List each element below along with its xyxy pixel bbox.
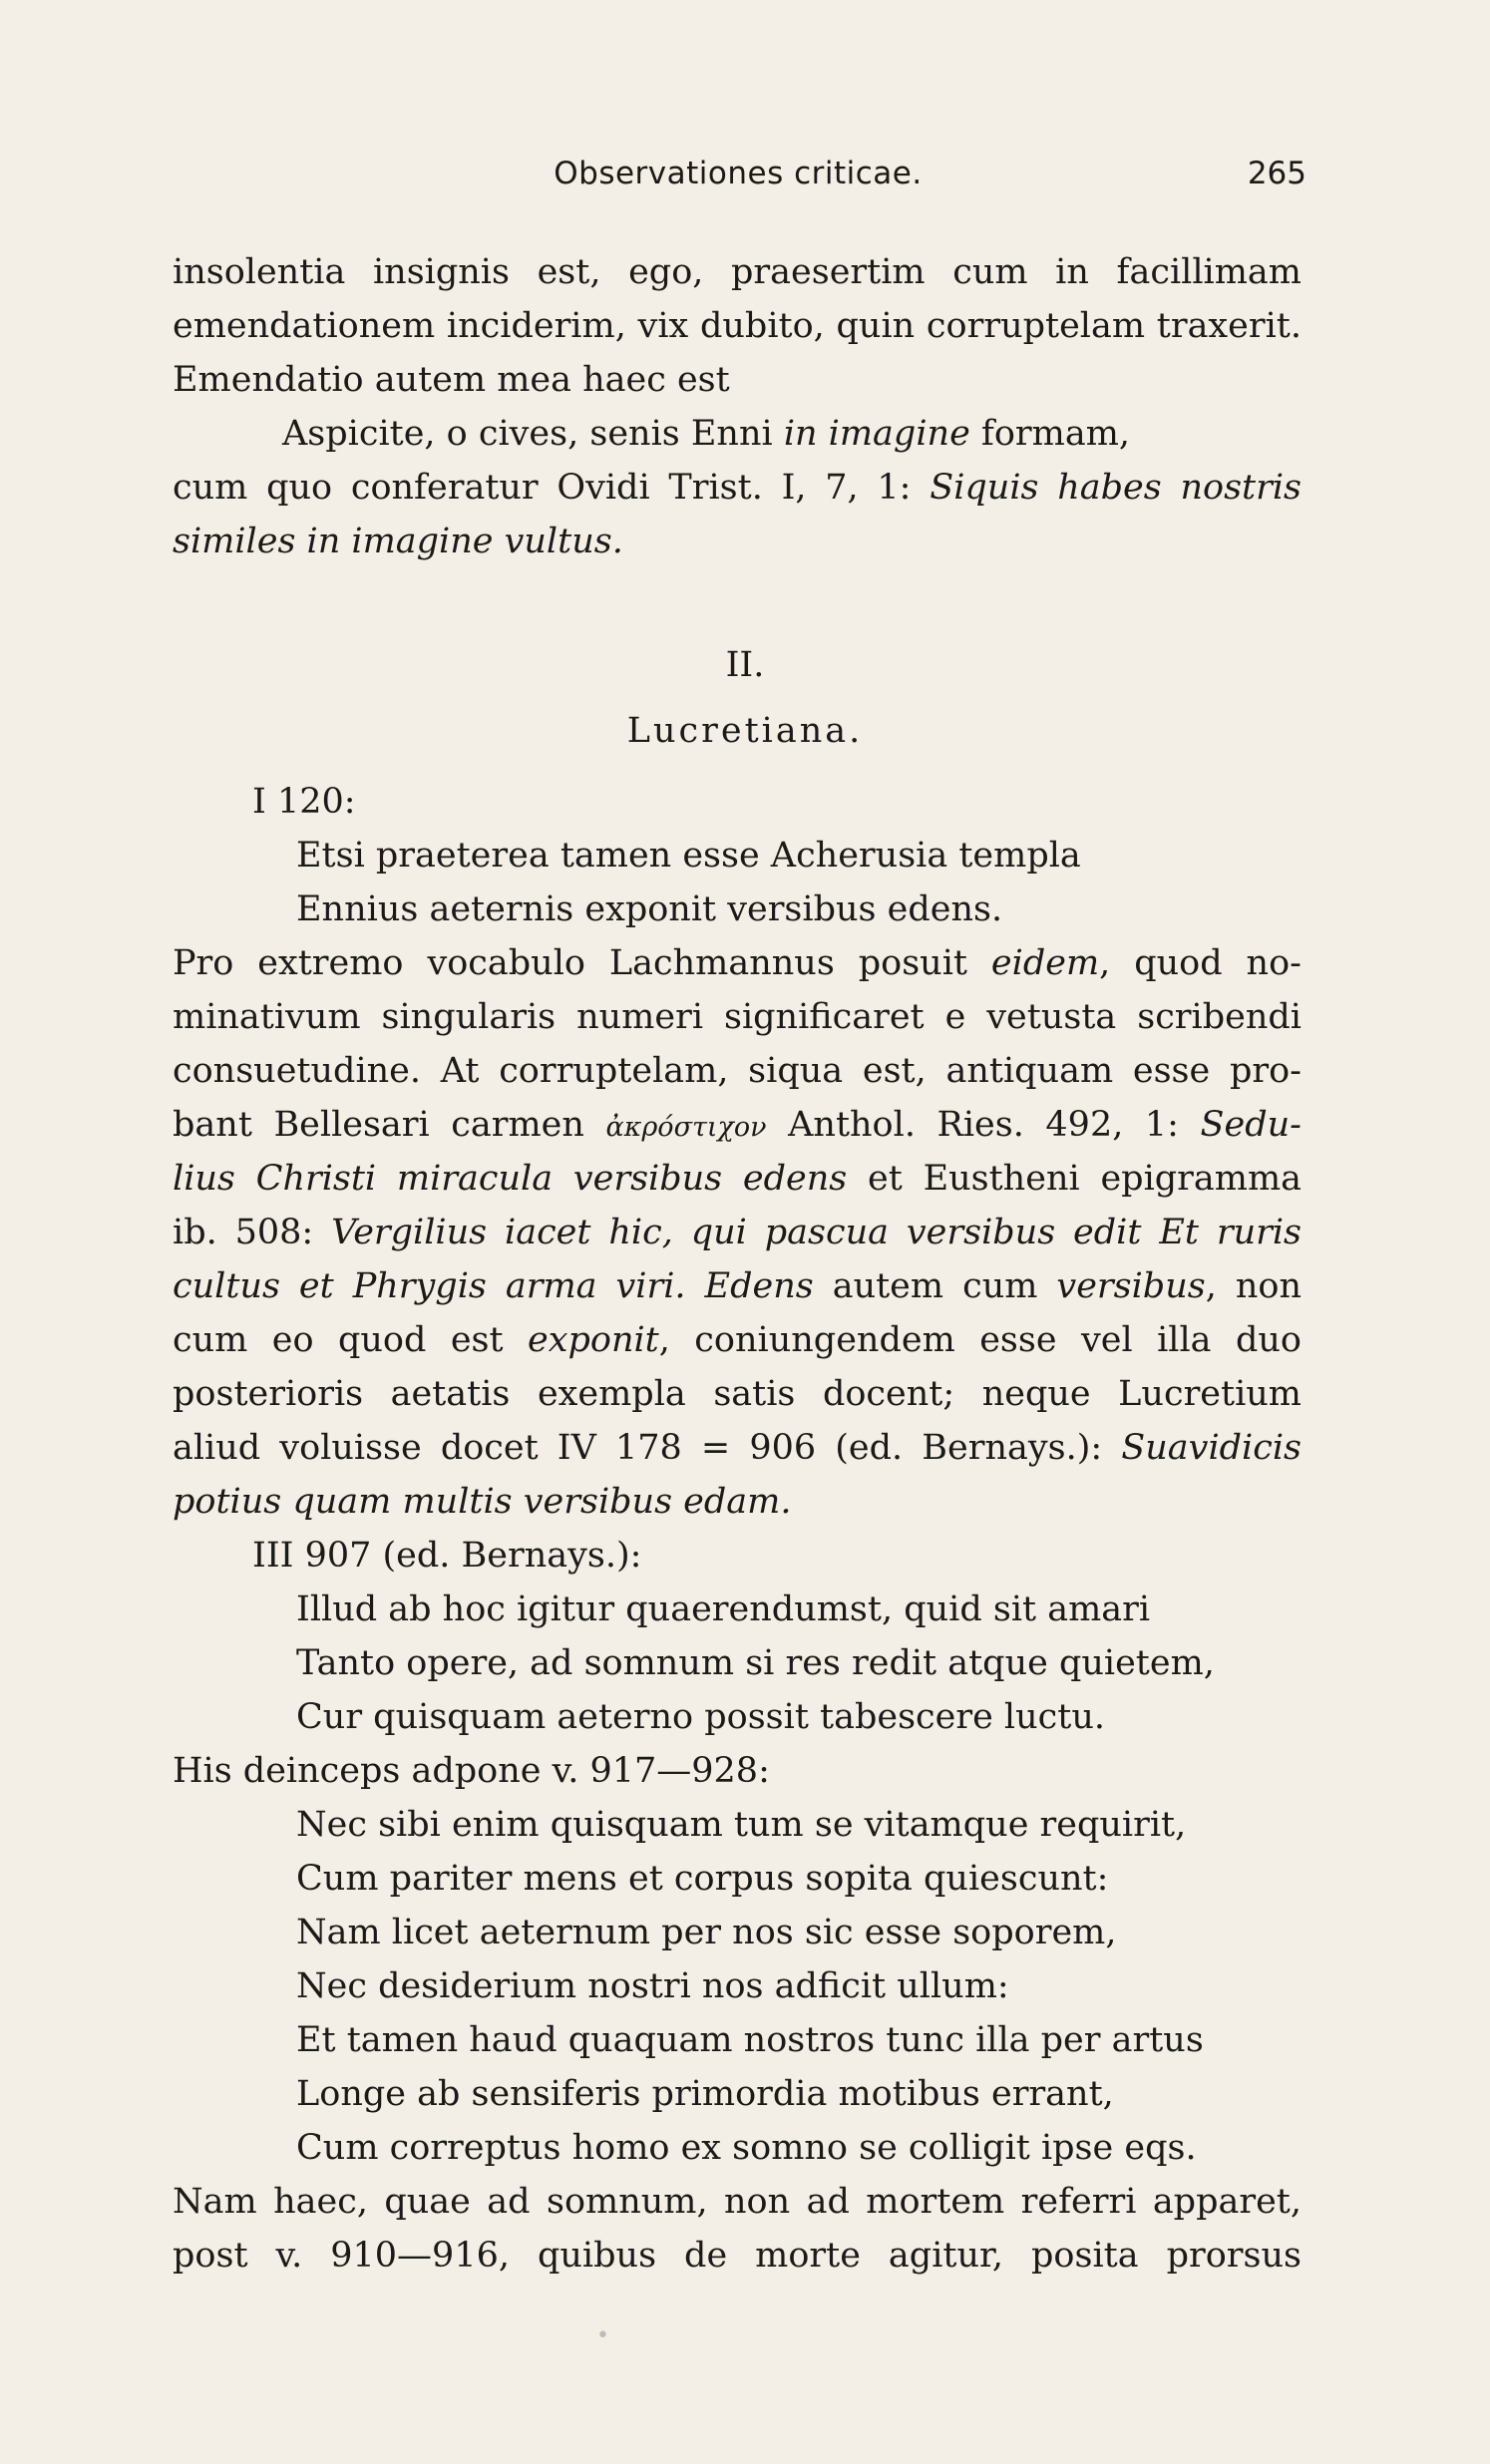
- print-speck: •: [596, 2323, 609, 2348]
- quote-line: Tanto opere, ad somnum si res redit atque quietem,: [296, 1643, 1215, 1683]
- text-line: His deinceps adpone v. 917—928:: [173, 1751, 770, 1791]
- quote-line: Cur quisquam aeterno possit tabescere luctu.: [296, 1697, 1105, 1737]
- page-header: [170, 152, 1306, 201]
- reference: I 120:: [252, 782, 356, 822]
- text-line: bant Bellesari carmen ἀκρόστιχον Anthol. Ries. 492, 1: Sedu-: [173, 1105, 1302, 1145]
- reference: III 907 (ed. Bernays.):: [252, 1536, 642, 1576]
- quote-line: Nec sibi enim quisquam tum se vitamque requirit,: [296, 1805, 1187, 1845]
- quote-line: Nam licet aeternum per nos sic esse soporem,: [296, 1913, 1117, 1952]
- text-line: posterioris aetatis exempla satis docent; neque Lucretium: [173, 1374, 1302, 1414]
- text-line: emendationem inciderim, vix dubito, quin corruptelam traxerit.: [173, 306, 1302, 346]
- quote-line: Ennius aeternis exponit versibus edens.: [296, 889, 1003, 929]
- quote-line: Cum pariter mens et corpus sopita quiescunt:: [296, 1859, 1109, 1899]
- text-line: similes in imagine vultus.: [173, 522, 623, 561]
- text-line: potius quam multis versibus edam.: [173, 1482, 792, 1522]
- quote-line: Et tamen haud quaquam nostros tunc illa per artus: [296, 2020, 1204, 2060]
- text-line: lius Christi miracula versibus edens et Eustheni epigramma: [173, 1159, 1303, 1199]
- text-line: cum eo quod est exponit, coniungendem esse vel illa duo: [173, 1320, 1302, 1360]
- text-line: Pro extremo vocabulo Lachmannus posuit eidem, quod no-: [173, 943, 1302, 983]
- quote-line: Illud ab hoc igitur quaerendumst, quid sit amari: [296, 1589, 1151, 1629]
- text-line: cultus et Phrygis arma viri. Edens autem cum versibus, non: [173, 1266, 1302, 1306]
- text-line: ib. 508: Vergilius iacet hic, qui pascua versibus edit Et ruris: [173, 1213, 1303, 1252]
- text-line: post v. 910—916, quibus de morte agitur, posita prorsus: [173, 2236, 1302, 2276]
- text-line: minativum singularis numeri significaret e vetusta scribendi: [173, 997, 1302, 1037]
- section-number: II.: [725, 645, 765, 685]
- text-line: Nam haec, quae ad somnum, non ad mortem referri apparet,: [173, 2182, 1302, 2222]
- quote-line: Longe ab sensiferis primordia motibus errant,: [296, 2074, 1114, 2114]
- text-line: consuetudine. At corruptelam, siqua est, antiquam esse pro-: [173, 1051, 1302, 1091]
- quote-line: Nec desiderium nostri nos adficit ullum:: [296, 1966, 1009, 2006]
- text-line: Aspicite, o cives, senis Enni in imagine formam,: [282, 414, 1131, 454]
- text-line: cum quo conferatur Ovidi Trist. I, 7, 1: Siquis habes nostris: [173, 468, 1302, 508]
- quote-line: Cum correptus homo ex somno se colligit ipse eqs.: [296, 2128, 1197, 2168]
- quote-line: Etsi praeterea tamen esse Acherusia templa: [296, 836, 1081, 876]
- section-title: Lucretiana.: [626, 711, 864, 751]
- running-head: Observationes criticae.: [554, 156, 923, 191]
- text-line: aliud voluisse docet IV 178 = 906 (ed. Bernays.): Suavidicis: [173, 1428, 1302, 1468]
- text-line: insolentia insignis est, ego, praesertim cum in facillimam: [173, 252, 1302, 292]
- text-line: Emendatio autem mea haec est: [173, 360, 730, 400]
- page-number: 265: [1247, 156, 1306, 191]
